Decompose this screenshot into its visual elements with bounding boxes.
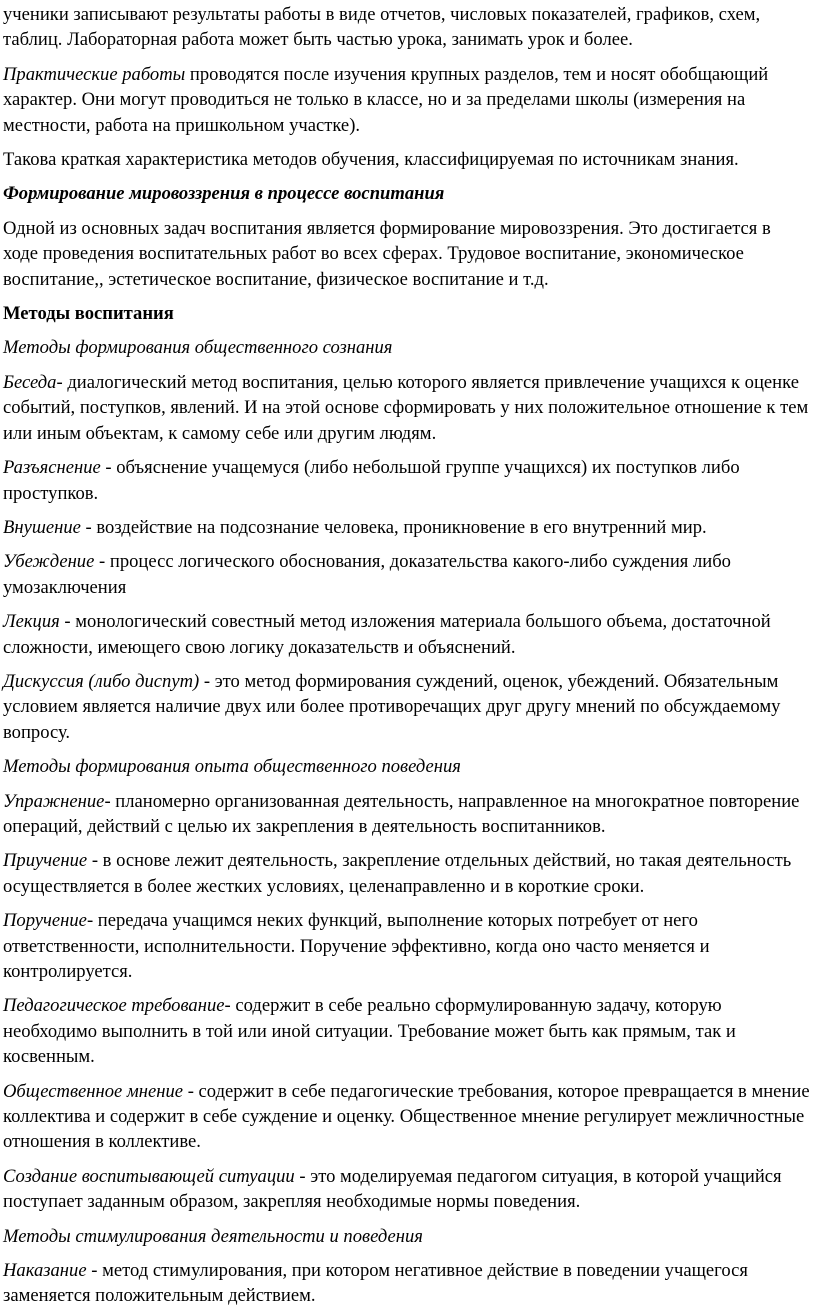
paragraph-assignment (3, 908, 810, 984)
paragraph-punishment (3, 1258, 810, 1309)
heading-worldview: Формирование мировоззрения в процессе воспитания (3, 183, 445, 205)
paragraph-text: - в основе лежит деятельность, закрепление отдельных действий, но такая деятельность осуществляется в более жестких условиях, целенаправленно и в короткие сроки. (3, 850, 792, 897)
paragraph-text: - содержит в себе реально сформулированную задачу, которую необходимо выполнить в той или иной ситуации. Требование может быть как прямым, так и косвенным. (3, 995, 736, 1068)
paragraph-text: - метод стимулирования, при котором негативное действие в поведении учащегося заменяется положительным действием. (3, 1260, 748, 1307)
paragraph-educational-situation (3, 1164, 810, 1215)
term-conversation: Беседа (3, 371, 57, 393)
paragraph-public-opinion (3, 1079, 810, 1155)
paragraph-text: Такова краткая характеристика методов обучения, классифицируемая по источникам знания. (3, 149, 739, 171)
term-discussion: Дискуссия (либо диспут) (3, 670, 200, 692)
paragraph-text: - планомерно организованная деятельность, направленное на многократное повторение операций, действий с целью их закрепления в деятельность воспитанников. (3, 790, 800, 837)
paragraph-text: - это моделируемая педагогом ситуация, в которой учащийся поступает заданным образом, закрепляя необходимые нормы поведения. (3, 1165, 782, 1213)
paragraph-exercise (3, 789, 810, 840)
paragraph-text: - содержит в себе педагогические требования, которое превращается в мнение коллектива и содержит в себе суждение и оценку. Общественное мнение регулирует межличностные отношения в коллективе. (3, 1080, 810, 1153)
paragraph-discussion (3, 669, 810, 745)
paragraph-conversation (3, 370, 810, 446)
paragraph-persuasion (3, 549, 810, 600)
term-pedagogical-requirement: Педагогическое требование (3, 995, 225, 1017)
term-lecture: Лекция (3, 611, 60, 633)
paragraph-summary (3, 147, 810, 172)
term-educational-situation: Создание воспитывающей ситуации (3, 1165, 295, 1187)
paragraph-text: Одной из основных задач воспитания является формирование мировоззрения. Это достигается в ходе проведения воспитательных работ во всех сферах. Трудовое воспитание, экономическое воспитание,, эстетическое воспитание, физическое воспитание и т.д. (3, 217, 771, 290)
subheading-stimulation-methods: Методы стимулирования деятельности и поведения (3, 1225, 423, 1247)
paragraph-text: - диалогический метод воспитания, целью которого является привлечение учащихся к оценке событий, поступков, явлений. И на этой основе сформировать у них положительное отношение к тем или иным объектам, к самому себе или другим людям. (3, 371, 809, 444)
term-persuasion: Убеждение (3, 551, 95, 573)
term-punishment: Наказание (3, 1260, 87, 1282)
paragraph-text: ученики записывают результаты работы в виде отчетов, числовых показателей, графиков, схем, таблиц. Лабораторная работа может быть частью урока, занимать урок и более. (3, 4, 761, 51)
document-page (0, 2, 816, 1307)
paragraph-habituation (3, 848, 810, 899)
paragraph-text: - это метод формирования суждений, оценок, убеждений. Обязательным условием является наличие двух или более противоречащих друг другу мнений по обсуждаемому вопросу. (3, 670, 781, 743)
paragraph-lecture (3, 609, 810, 660)
subheading-consciousness-methods: Методы формирования общественного сознания (3, 337, 393, 359)
paragraph-practical-work (3, 62, 810, 138)
paragraph-text: проводятся после изучения крупных разделов, тем и носят обобщающий характер. Они могут проводиться не только в классе, но и за пределами школы (измерения на местности, работа на пришкольном участке). (3, 63, 769, 136)
term-exercise: Упражнение (3, 790, 105, 812)
term-practical-work: Практические работы (3, 63, 186, 85)
paragraph-text: - процесс логического обоснования, доказательства какого-либо суждения либо умозаключения (3, 551, 731, 598)
heading-education-methods: Методы воспитания (3, 303, 174, 325)
term-habituation: Приучение (3, 850, 88, 872)
paragraph-text: - воздействие на подсознание человека, проникновение в его внутренний мир. (80, 516, 707, 538)
paragraph-text: - монологический совестный метод изложения материала большого объема, достаточной сложности, имеющего свою логику доказательств и объяснений. (3, 611, 771, 658)
paragraph-lab-work (3, 2, 810, 53)
term-public-opinion: Общественное мнение (3, 1080, 184, 1102)
paragraph-suggestion (3, 515, 810, 540)
paragraph-worldview (3, 216, 810, 292)
paragraph-pedagogical-requirement (3, 993, 810, 1069)
term-assignment: Поручение (3, 910, 87, 932)
term-suggestion: Внушение (3, 516, 81, 538)
subheading-behavior-methods: Методы формирования опыта общественного поведения (3, 756, 461, 778)
paragraph-text: - объяснение учащемуся (либо небольшой группе учащихся) их поступков либо проступков. (3, 457, 740, 504)
paragraph-explanation (3, 455, 810, 506)
paragraph-text: - передача учащимся неких функций, выполнение которых потребует от него ответственности, исполнительности. Поручение эффективно, когда оно часто меняется и контролируется. (3, 910, 710, 982)
term-explanation: Разъяснение (3, 457, 101, 479)
